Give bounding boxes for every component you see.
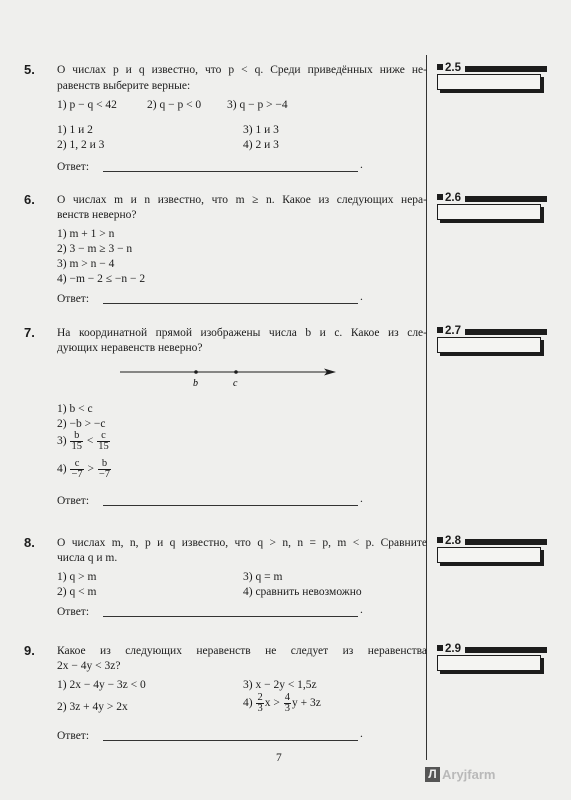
task-9-option-1: 1) 2x − 4y − 3z < 0 [57,679,146,691]
task-6-option-2: 2) 3 − m ≥ 3 − n [57,243,133,255]
code-header-bar [465,539,547,545]
task-5-option-3: 3) 1 и 3 [243,124,279,136]
task-8-answer-label: Ответ: [57,606,90,618]
task-5-inequality-3: 3) q − p > −4 [227,99,288,111]
code-header-bar [465,196,547,202]
task-9-answer-box[interactable] [437,655,541,671]
task-9-option-2: 2) 3z + 4y > 2x [57,701,128,713]
task-7-code-box [433,325,548,357]
fraction-c-over-15: $\frac{c}{15}$ [98,430,109,452]
task-6-option-1: 1) m + 1 > n [57,228,115,240]
task-6-option-4: 4) −m − 2 ≤ −n − 2 [57,273,146,285]
task-9-code-box [433,643,548,675]
fraction-2-over-3: $\frac{2}{3}$ [257,692,263,714]
coordinate-line [118,362,343,392]
task-7-answer-period: . [360,493,363,505]
task-7-question-line2: дующих неравенств неверно? [57,342,203,354]
task-9-option-3: 3) x − 2y < 1,5z [243,679,317,691]
task-5-code: 2.5 [445,62,461,74]
task-5-answer-period: . [360,159,363,171]
task-8-answer-box[interactable] [437,547,541,563]
publisher-logo [425,766,495,784]
task-5-question-line1: О числах p и q известно, что p < q. Среди приведённых ниже не- [57,64,427,76]
task-5-answer-box[interactable] [437,74,541,90]
task-7-answer-label: Ответ: [57,495,90,507]
task-5-answer-label: Ответ: [57,161,90,173]
watermark-text: Aryjfarm [442,767,496,783]
task-9-number: 9. [24,643,35,658]
task-9-code: 2.9 [445,643,461,655]
task-8-code-box [433,535,548,567]
task-7-answer-line[interactable] [103,505,358,506]
point-b-marker [194,370,198,374]
task-8-answer-line[interactable] [103,616,358,617]
task-8-question-line1: О числах m, n, p и q известно, что q > n, n = p, m < p. Сравните [57,537,427,549]
task-7-option-3: 3) $\frac{b}{15}$ < $\frac{c}{15}$ [57,430,109,452]
code-header-bar [465,647,547,653]
code-header-bar [465,66,547,72]
task-5-inequality-2: 2) q − p < 0 [147,99,202,111]
point-c-label: c [233,378,238,389]
task-8-option-4: 4) сравнить невозможно [243,586,362,598]
task-6-option-3: 3) m > n − 4 [57,258,115,270]
task-7-option-4: 4) $\frac{c}{-7}$ > $\frac{b}{-7}$ [57,458,111,480]
fraction-c-over-minus-7: $\frac{c}{-7}$ [71,458,83,480]
task-6-question-line1: О числах m и n известно, что m ≥ n. Какое из следующих нера- [57,194,427,206]
task-9-answer-line[interactable] [103,740,358,741]
task-6-code: 2.6 [445,192,461,204]
task-8-question-line2: числа q и m. [57,552,118,564]
page-number: 7 [276,752,282,764]
task-7-number: 7. [24,325,35,340]
task-6-answer-period: . [360,291,363,303]
fraction-4-over-3: $\frac{4}{3}$ [284,692,290,714]
task-9-question-line2: 2x − 4y < 3z? [57,660,121,672]
square-bullet-icon [437,194,443,200]
task-5-code-box [433,62,548,94]
task-8-number: 8. [24,535,35,550]
task-6-answer-box[interactable] [437,204,541,220]
task-5-option-4: 4) 2 и 3 [243,139,279,151]
task-6-question-line2: венств неверно? [57,209,137,221]
point-c-marker [234,370,238,374]
task-8-option-3: 3) q = m [243,571,283,583]
task-6-answer-label: Ответ: [57,293,90,305]
task-9-question-line1: Какое из следующих неравенств не следует из неравенства [57,645,427,657]
task-9-answer-label: Ответ: [57,730,90,742]
task-9-answer-period: . [360,728,363,740]
publisher-logo-icon: Л [425,767,440,782]
square-bullet-icon [437,537,443,543]
square-bullet-icon [437,327,443,333]
point-b-label: b [193,378,198,389]
task-5-option-1: 1) 1 и 2 [57,124,93,136]
task-8-option-1: 1) q > m [57,571,97,583]
task-5-option-2: 2) 1, 2 и 3 [57,139,105,151]
task-8-code: 2.8 [445,535,461,547]
task-7-question-line1: На координатной прямой изображены числа b и c. Какое из сле- [57,327,427,339]
task-5-answer-line[interactable] [103,171,358,172]
task-9-option-4: 4) $\frac{2}{3}$ x > $\frac{4}{3}$ y + 3z [243,692,321,714]
fraction-b-over-minus-7: $\frac{b}{-7}$ [98,458,111,480]
task-7-option-1: 1) b < c [57,403,93,415]
task-6-code-box [433,192,548,224]
task-7-option-2: 2) −b > −c [57,418,106,430]
task-6-answer-line[interactable] [103,303,358,304]
square-bullet-icon [437,64,443,70]
square-bullet-icon [437,645,443,651]
task-5-question-line2: равенств выберите верные: [57,80,191,92]
fraction-b-over-15: $\frac{b}{15}$ [71,430,82,452]
code-header-bar [465,329,547,335]
task-5-number: 5. [24,62,35,77]
task-6-number: 6. [24,192,35,207]
task-5-inequality-1: 1) p − q < 42 [57,99,117,111]
task-8-answer-period: . [360,604,363,616]
task-8-option-2: 2) q < m [57,586,97,598]
task-7-code: 2.7 [445,325,461,337]
task-7-answer-box[interactable] [437,337,541,353]
